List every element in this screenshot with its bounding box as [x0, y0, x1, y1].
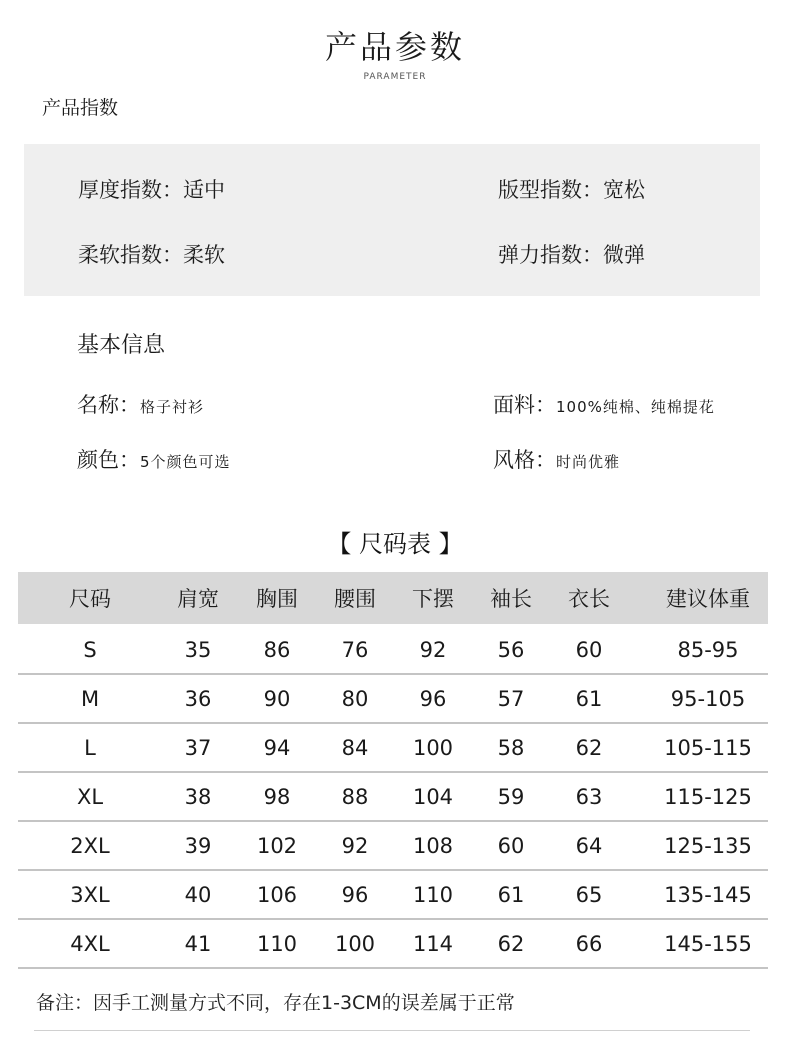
cell-weight: 95-105: [670, 686, 746, 711]
cell-hem: 92: [419, 637, 447, 662]
table-row: [18, 871, 768, 920]
cell-weight: 135-145: [664, 882, 752, 907]
cell-chest: 106: [256, 882, 298, 907]
cell-length: 65: [575, 882, 603, 907]
cell-chest: 94: [263, 735, 291, 760]
info-style-value: 时尚优雅: [556, 453, 621, 471]
info-color-value: 5个颜色可选: [140, 453, 231, 471]
index-elasticity: [498, 239, 645, 269]
cell-waist: 84: [341, 735, 369, 760]
basic-info-title: 基本信息: [77, 333, 166, 358]
index-softness-value: 柔软: [183, 243, 225, 267]
header-size: 尺码: [69, 587, 111, 611]
cell-chest: 90: [263, 686, 291, 711]
index-softness: [78, 239, 225, 269]
cell-weight: 125-135: [664, 833, 752, 858]
cell-waist: 76: [341, 637, 369, 662]
cell-length: 60: [575, 637, 603, 662]
info-name-label: 名称：: [77, 393, 140, 417]
table-row: [18, 675, 768, 724]
index-panel: [24, 144, 760, 296]
cell-shoulder: 38: [184, 784, 212, 809]
cell-size: 3XL: [70, 882, 110, 907]
cell-waist: 92: [341, 833, 369, 858]
index-thickness-label: 厚度指数：: [78, 178, 183, 202]
cell-hem: 104: [412, 784, 454, 809]
bottom-divider: [34, 1030, 750, 1031]
table-row: [18, 920, 768, 969]
cell-size: S: [83, 637, 97, 662]
cell-waist: 96: [341, 882, 369, 907]
cell-sleeve: 61: [497, 882, 525, 907]
cell-shoulder: 41: [184, 931, 212, 956]
cell-length: 66: [575, 931, 603, 956]
note-text: 备注：因手工测量方式不同，存在1-3CM的误差属于正常: [36, 992, 515, 1014]
cell-size: 4XL: [70, 931, 110, 956]
info-fabric-label: 面料：: [493, 393, 556, 417]
cell-waist: 88: [341, 784, 369, 809]
header-weight: 建议体重: [666, 587, 750, 611]
index-fit-label: 版型指数：: [498, 178, 603, 202]
size-table: [18, 572, 768, 969]
cell-waist: 100: [334, 931, 376, 956]
cell-sleeve: 57: [497, 686, 525, 711]
table-row: [18, 822, 768, 871]
cell-length: 61: [575, 686, 603, 711]
header-shoulder: 肩宽: [177, 587, 219, 611]
page-title: 产品参数: [324, 28, 465, 66]
cell-sleeve: 58: [497, 735, 525, 760]
header-sleeve: 袖长: [490, 587, 532, 611]
cell-shoulder: 37: [184, 735, 212, 760]
cell-weight: 115-125: [664, 784, 752, 809]
cell-chest: 102: [256, 833, 298, 858]
cell-hem: 110: [412, 882, 454, 907]
index-fit-value: 宽松: [603, 178, 645, 202]
page-subtitle: PARAMETER: [363, 72, 427, 82]
cell-weight: 105-115: [664, 735, 752, 760]
cell-shoulder: 39: [184, 833, 212, 858]
size-table-header: [18, 572, 768, 624]
cell-chest: 98: [263, 784, 291, 809]
table-row: [18, 626, 768, 675]
cell-hem: 108: [412, 833, 454, 858]
index-thickness: [78, 174, 225, 204]
section-label-product-index: 产品指数: [42, 97, 119, 119]
cell-size: XL: [76, 784, 104, 809]
cell-waist: 80: [341, 686, 369, 711]
cell-chest: 86: [263, 637, 291, 662]
header-chest: 胸围: [256, 587, 298, 611]
cell-size: L: [84, 735, 96, 760]
size-table-body: [18, 626, 768, 969]
header-length: 衣长: [568, 587, 610, 611]
table-row: [18, 724, 768, 773]
cell-weight: 145-155: [664, 931, 752, 956]
cell-weight: 85-95: [677, 637, 739, 662]
info-name-value: 格子衬衫: [140, 398, 205, 416]
cell-sleeve: 56: [497, 637, 525, 662]
index-thickness-value: 适中: [183, 178, 225, 202]
cell-hem: 114: [412, 931, 454, 956]
cell-hem: 100: [412, 735, 454, 760]
info-name: [77, 389, 204, 419]
cell-length: 62: [575, 735, 603, 760]
cell-hem: 96: [419, 686, 447, 711]
cell-shoulder: 40: [184, 882, 212, 907]
info-color-label: 颜色：: [77, 448, 140, 472]
cell-length: 64: [575, 833, 603, 858]
index-softness-label: 柔软指数：: [78, 243, 183, 267]
table-row: [18, 773, 768, 822]
cell-length: 63: [575, 784, 603, 809]
cell-shoulder: 35: [184, 637, 212, 662]
cell-sleeve: 60: [497, 833, 525, 858]
info-fabric-value: 100%纯棉、纯棉提花: [556, 398, 715, 416]
index-elasticity-value: 微弹: [603, 243, 645, 267]
cell-sleeve: 59: [497, 784, 525, 809]
cell-chest: 110: [256, 931, 298, 956]
index-fit: [498, 174, 645, 204]
info-fabric: [493, 389, 715, 419]
info-color: [77, 444, 231, 474]
info-style: [493, 444, 620, 474]
cell-shoulder: 36: [184, 686, 212, 711]
header-waist: 腰围: [334, 587, 376, 611]
header-hem: 下摆: [412, 587, 454, 611]
index-elasticity-label: 弹力指数：: [498, 243, 603, 267]
size-table-title: 【 尺码表 】: [327, 530, 463, 558]
info-style-label: 风格：: [493, 448, 556, 472]
cell-sleeve: 62: [497, 931, 525, 956]
cell-size: M: [80, 686, 100, 711]
cell-size: 2XL: [70, 833, 110, 858]
